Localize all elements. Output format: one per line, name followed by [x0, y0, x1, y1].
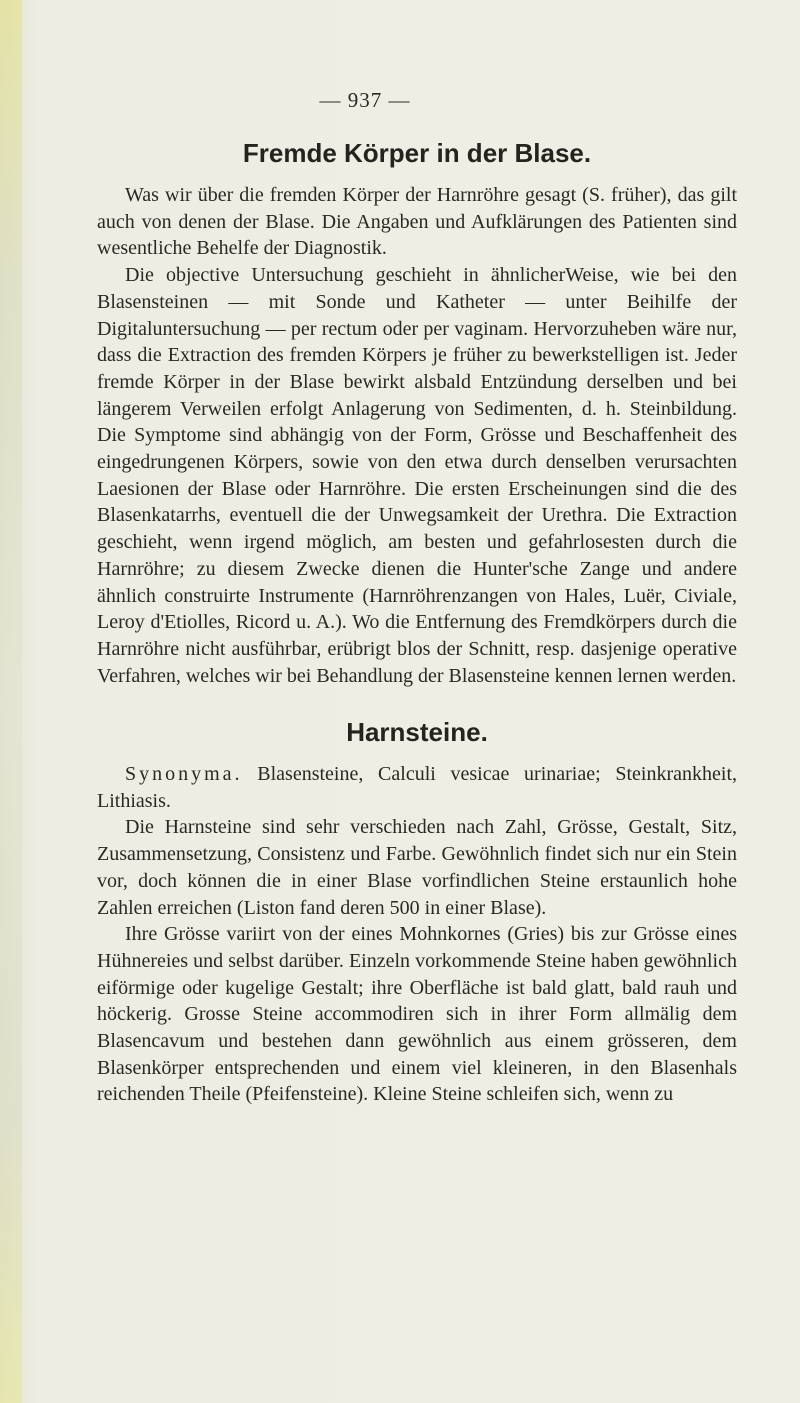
section-fremde-koerper-body — [97, 182, 737, 689]
synonyma-text: Blasensteine, Calculi vesicae urinariae; Steinkrankheit, Lithiasis. — [97, 763, 737, 812]
paragraph: Die Harnsteine sind sehr verschieden nach Zahl, Grösse, Gestalt, Sitz, Zusammensetzung, Consistenz und Farbe. Gewöhnlich findet sich nur ein Stein vor, doch können die in einer Blase vorfindlichen Steine erstaunlich hohe Zahlen erreichen (Liston fand deren 500 in einer Blase). — [97, 816, 737, 919]
section-title-fremde-koerper: Fremde Körper in der Blase. — [242, 138, 592, 168]
paragraph: Die objective Untersuchung geschieht in ähnlicherWeise, wie bei den Blasensteinen — mit Sonde und Katheter — unter Beihilfe der Digitaluntersuchung — per rectum oder per vaginam. Hervorzuheben wäre nur, dass die Extraction des fremden Körpers je früher zu bewerkstelligen ist. Jeder fremde Körper in der Blase bewirkt alsbald Entzündung derselben und bei längerem Verweilen erfolgt Anlagerung von Sedimenten, d. h. Steinbildung. Die Symptome sind abhängig von der Form, Grösse und Beschaffenheit des eingedrungenen Körpers, sowie von den etwa durch denselben verursachten Laesionen der Blase oder Harnröhre. Die ersten Erscheinungen sind die des Blasenkatarrhs, eventuell die der Unwegsamkeit der Urethra. Die Extraction geschieht, wenn irgend möglich, am besten und gefahrlosesten durch die Harnröhre; zu diesem Zwecke dienen die Hunter'sche Zange und andere ähnlich construirte Instrumente (Harnröhrenzangen von Hales, Luër, Civiale, Leroy d'Etiolles, Ricord u. A.). Wo die Entfernung des Fremdkörpers durch die Harnröhre nicht ausführbar, erübrigt blos der Schnitt, resp. dasjenige operative Verfahren, welches wir bei Behandlung der Blasensteine kennen lernen werden. — [97, 264, 737, 687]
paragraph: Ihre Grösse variirt von der eines Mohnkornes (Gries) bis zur Grösse eines Hühnereies und selbst darüber. Einzeln vorkommende Steine haben gewöhnlich eiförmige oder kugelige Gestalt; ihre Oberfläche ist bald glatt, bald rauh und höckerig. Grosse Steine accommodiren sich in ihrer Form allmälig dem Blasencavum und bestehen dann gewöhnlich aus einem grösseren, dem Blasenkörper entsprechenden und einem viel kleineren, in den Blasenhals reichenden Theile (Pfeifensteine). Kleine Steine schleifen sich, wenn zu — [97, 923, 737, 1106]
section-title-harnsteine: Harnsteine. — [346, 717, 488, 747]
section-harnsteine-body — [97, 761, 737, 1108]
page-number: — 937 — — [319, 88, 411, 112]
paragraph: Was wir über die fremden Körper der Harnröhre gesagt (S. früher), das gilt auch von denen der Blase. Die Angaben und Aufklärungen des Patienten sind wesentliche Behelfe der Diagnostik. — [97, 184, 737, 260]
page-edge-shadow — [0, 0, 22, 1403]
synonyma-label: Synonyma. — [125, 763, 243, 785]
synonyma-paragraph — [97, 761, 737, 814]
